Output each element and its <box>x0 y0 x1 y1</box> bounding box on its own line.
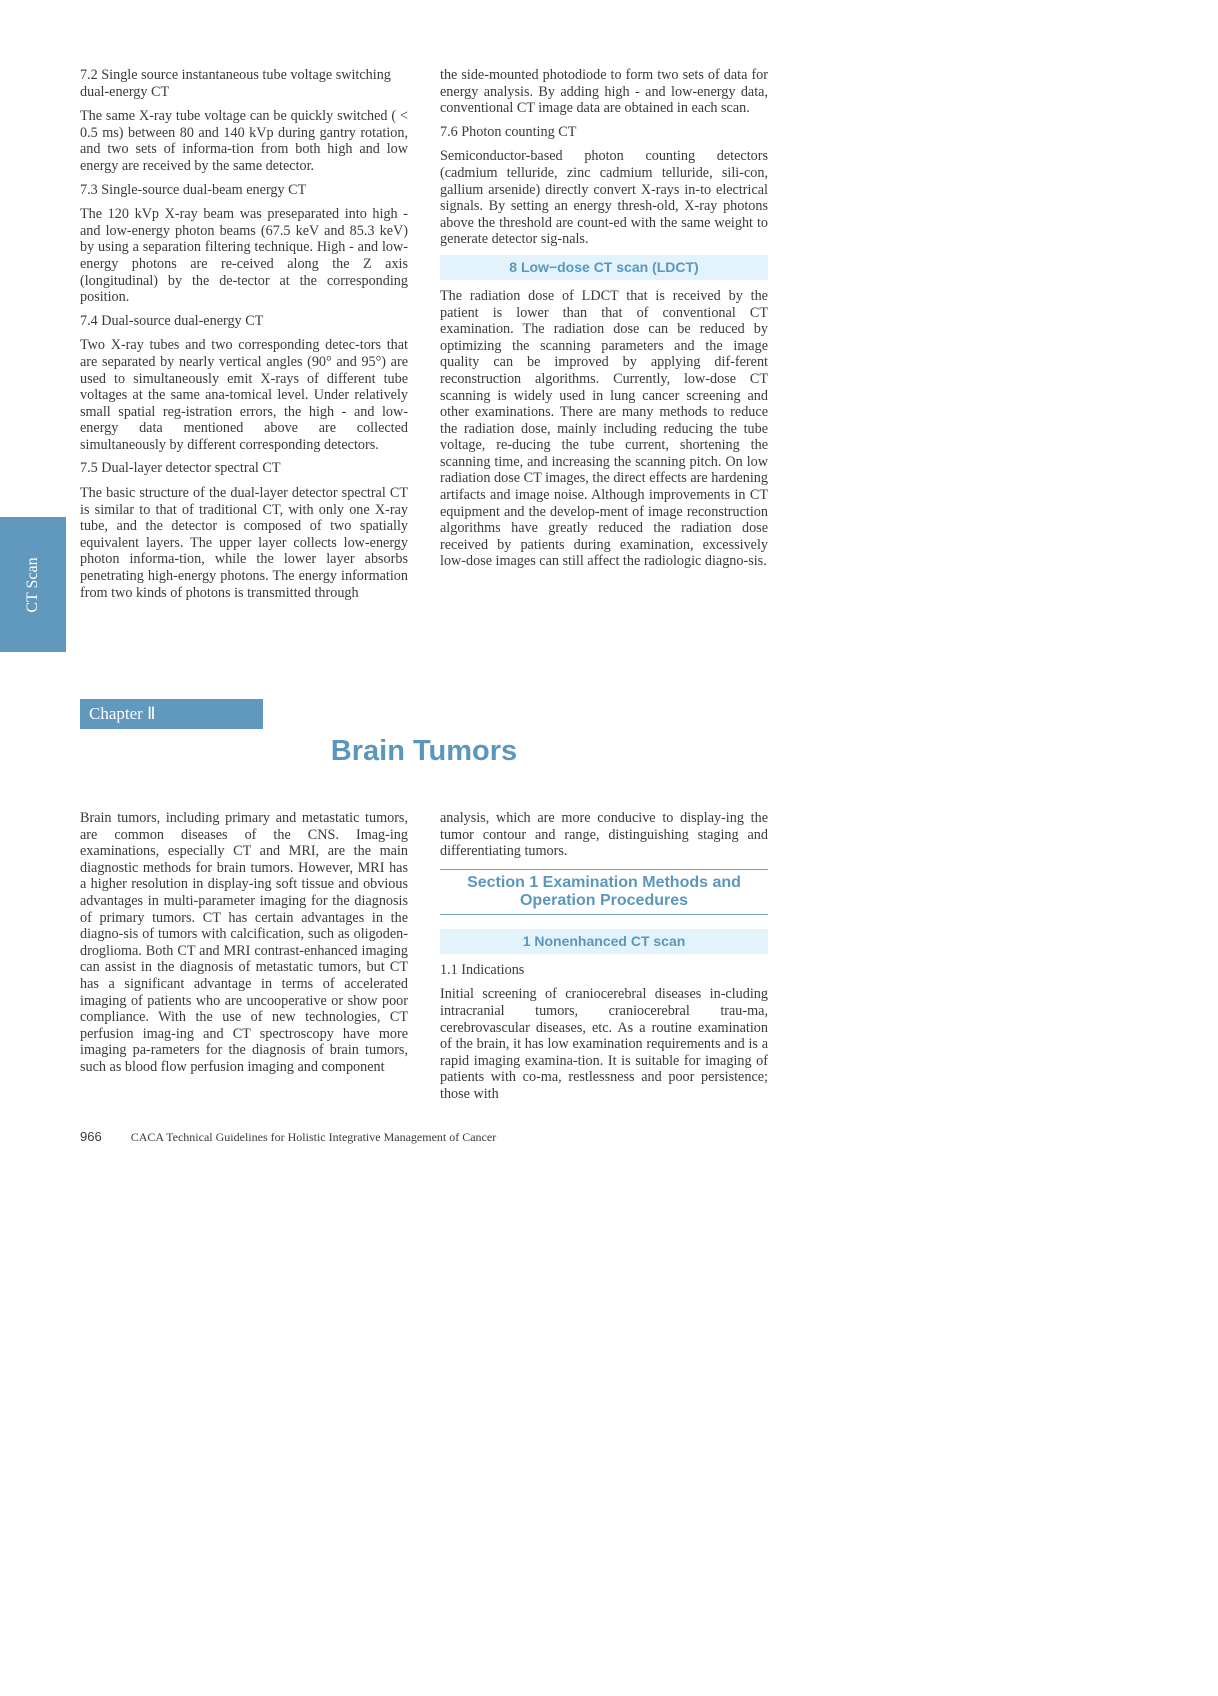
side-tab-ct-scan <box>0 517 66 652</box>
paragraph: Initial screening of craniocerebral diseases in-cluding intracranial tumors, craniocerebral trau-ma, cerebrovascular diseases, etc. As a routine examination of the brain, it has low examination requirements and is a rapid imaging examina-tion. It is suitable for imaging of patients with co-ma, restlessness and poor persistence; those with <box>440 986 768 1102</box>
paragraph: The same X-ray tube voltage can be quickly switched ( < 0.5 ms) between 80 and 140 kVp during gantry rotation, and two sets of informa-tion from both high and low energy are received by the same detector. <box>80 108 408 174</box>
top-right-column <box>440 67 768 577</box>
page-number: 966 <box>80 1129 102 1144</box>
subheading: 7.6 Photon counting CT <box>440 123 577 140</box>
bottom-left-column <box>80 810 408 1083</box>
paragraph: The radiation dose of LDCT that is received by the patient is lower than that of conventional CT examination. The radiation dose can be reduced by optimizing the scanning parameters and the image quality can be improved by applying dif-ferent reconstruction algorithms. Currently, low-dose CT scanning is widely used in lung cancer screening and other examinations. There are many methods to reduce the radiation dose, mainly including reducing the tube voltage, re-ducing the tube current, shortening the scanning time, and increasing the scanning pitch. On low radiation dose CT images, the direct effects are hardening artifacts and image noise. Although improvements in CT equipment and the develop-ment of image reconstruction algorithms have greatly reduced the radiation dose received by patients during examination, excessively low-dose images can still affect the radiologic diagno-sis. <box>440 287 768 570</box>
paragraph: The basic structure of the dual-layer detector spectral CT is similar to that of traditional CT, with only one X-ray tube, and the detector is composed of two spatially equivalent layers. The upper layer collects low-energy photon informa-tion, while the lower layer absorbs penetrating high-energy photons. The energy information from two kinds of photons is transmitted through <box>80 485 408 601</box>
subheading: 1.1 Indications <box>440 961 525 978</box>
subheading: 7.4 Dual-source dual-energy CT <box>80 312 264 329</box>
subheading: 7.5 Dual-layer detector spectral CT <box>80 460 281 477</box>
paragraph: Semiconductor-based photon counting detectors (cadmium telluride, zinc cadmium telluride, sili-con, gallium arsenide) directly convert X-rays in-to electrical signals. By setting an energy thresh-old, X-ray photons above the threshold are count-ed with the same weight to generate detector sig-nals. <box>440 148 768 248</box>
subheading: 7.3 Single-source dual-beam energy CT <box>80 181 307 198</box>
bottom-right-column <box>440 810 768 1110</box>
paragraph: Two X-ray tubes and two corresponding detec-tors that are separated by nearly vertical angles (90° and 95°) are used to simultaneously emit X-rays of different tube voltages at the same ana-tomical level. Under relatively small spatial reg-istration errors, the high - and low-energy data mentioned above are collected simultaneously by different corresponding detectors. <box>80 337 408 453</box>
section-heading: Section 1 Examination Methods and Operation Procedures <box>440 869 768 915</box>
section-band-heading: 1 Nonenhanced CT scan <box>440 929 768 954</box>
section-band-heading: 8 Low−dose CT scan (LDCT) <box>440 255 768 280</box>
subheading: 7.2 Single source instantaneous tube voltage switching dual-energy CT <box>80 67 391 100</box>
top-left-column <box>80 67 408 608</box>
page-footer <box>80 1129 496 1145</box>
paragraph: Brain tumors, including primary and metastatic tumors, are common diseases of the CNS. Imag-ing examinations, especially CT and MRI, are the main diagnostic methods for brain tumors. However, MRI has a higher resolution in display-ing soft tissue and obvious advantages in multi-parameter imaging for the diagnosis of primary tumors. CT has certain advantages in the diagno-sis of tumors with calcification, such as oligoden-droglioma. Both CT and MRI contrast-enhanced imaging can assist in the diagnosis of metastatic tumors, but CT has a significant advantage in terms of accelerated imaging of patients who are uncooperative or show poor compliance. With the use of new technologies, CT perfusion imag-ing and CT spectroscopy have more imaging pa-rameters for the diagnosis of brain tumors, such as blood flow perfusion imaging and component <box>80 810 408 1075</box>
running-title: CACA Technical Guidelines for Holistic Integrative Management of Cancer <box>130 1130 497 1144</box>
chapter-title: Brain Tumors <box>330 735 518 767</box>
chapter-label: Chapter Ⅱ <box>80 699 263 729</box>
paragraph: The 120 kVp X-ray beam was preseparated into high - and low-energy photon beams (67.5 keV and 85.3 keV) by using a separation filtering technique. High - and low-energy photons are re-ceived along the Z axis (longitudinal) by the de-tector at the corresponding position. <box>80 206 408 306</box>
side-tab-label: CT Scan <box>24 556 41 613</box>
paragraph: analysis, which are more conducive to display-ing the tumor contour and range, distinguishing staging and differentiating tumors. <box>440 810 768 860</box>
paragraph: the side-mounted photodiode to form two sets of data for energy analysis. By adding high - and low-energy data, conventional CT image data are obtained in each scan. <box>440 67 768 117</box>
